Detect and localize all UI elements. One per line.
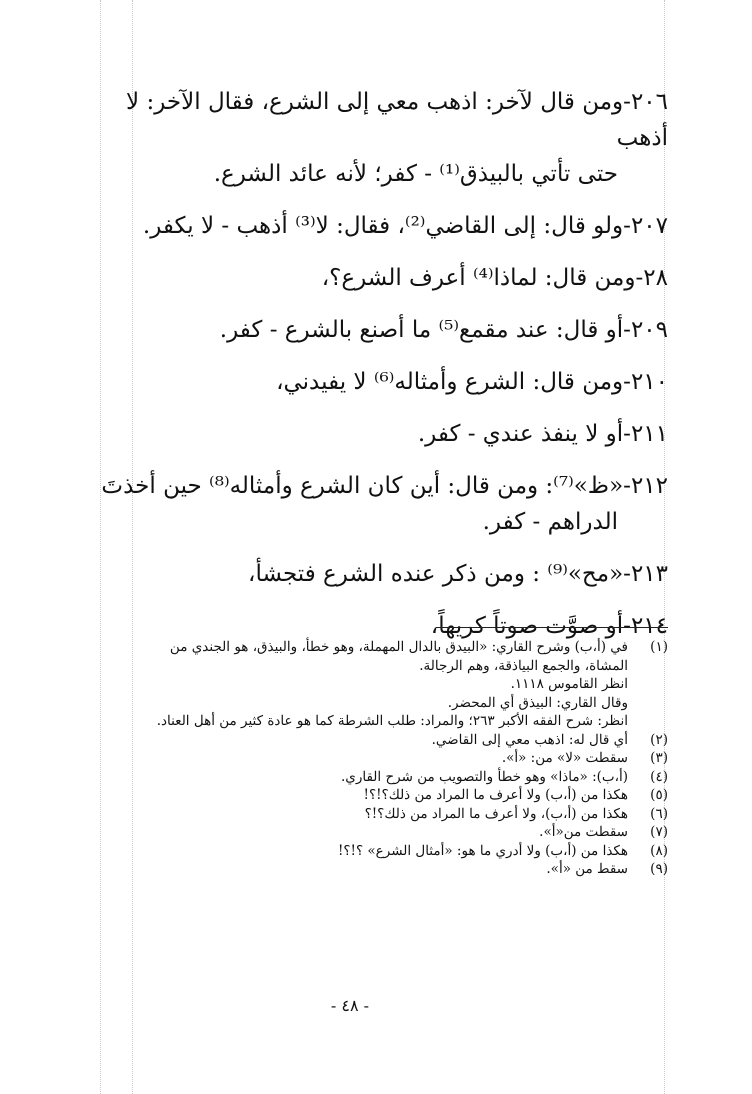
entry-number: ٢٠٧- [623,213,668,239]
entry-line: أو لا ينفذ عندي - كفر. [417,421,624,447]
footnote-number: (٤) [650,768,668,785]
footnote-line: انظر القاموس ١١١٨. [510,676,628,692]
footnote-line: (أ،ب): «ماذا» وهو خطأ والتصويب من شرح القاري. [340,768,628,785]
footnote-number: (٢) [650,731,668,748]
footnote-number: (٣) [650,750,668,766]
footnotes [82,638,668,879]
entry-line: ومن قال: لماذا⁽⁴⁾ أعرف الشرع؟، [321,265,636,291]
entry-206 [78,84,668,192]
entry-line: حتى تأتي بالبيذق⁽¹⁾ - كفر؛ لأنه عائد الشرع. [213,161,618,187]
footnote-line: هكذا من (أ،ب)، ولا أعرف ما المراد من ذلك؟!؟ [364,805,628,822]
entry-line: ومن قال: الشرع وأمثاله⁽⁶⁾ لا يفيدني، [276,369,624,395]
entry-210 [78,364,668,400]
entry-207 [78,208,668,244]
entry-line: ومن قال لآخر: اذهب معي إلى الشرع، فقال الآخر: لا أذهب [126,89,668,151]
footnote-number: (٨) [650,842,668,859]
entry-line: أو صوَّت صوتاً كريهاً، [430,613,624,639]
entry-line: الدراهم - كفر. [482,509,618,535]
entry-number: ٢٨- [635,265,668,291]
entry-line: «ظ»⁽⁷⁾: ومن قال: أين كان الشرع وأمثاله⁽⁸⁾ حين أخذتَ [101,473,624,499]
entry-number: ٢١١- [623,421,668,447]
footnote-7 [82,823,668,842]
entry-number: ٢١٢- [623,473,668,499]
entry-number: ٢٠٦- [623,89,668,115]
footnote-number: (٧) [650,824,668,840]
entry-211 [78,416,668,452]
entry-number: ٢٠٩- [623,317,668,343]
footnote-separator [436,627,668,628]
entry-209 [78,312,668,348]
footnote-line: أي قال له: اذهب معي إلى القاضي. [431,731,628,748]
footnote-line: سقطت من«أ». [539,824,628,840]
footnote-line: هكذا من (أ،ب) ولا أدري ما هو: «أمثال الشرع» ؟!؟! [337,842,628,859]
entry-213 [78,556,668,592]
entry-208 [78,260,668,296]
entry-number: ٢١٠- [623,369,668,395]
entry-line: أو قال: عند مقمع⁽⁵⁾ ما أصنع بالشرع - كفر. [219,317,624,343]
footnote-number: (٦) [650,805,668,822]
main-text [78,84,668,660]
footnote-6 [82,805,668,824]
footnote-line: المشاة، والجمع البياذقة، وهم الرجالة. [419,657,628,674]
footnote-line: وقال القاري: البيذق أي المحضر. [447,694,628,711]
footnote-line: سقطت «لا» من: «أ». [501,750,628,766]
footnote-3 [82,749,668,768]
footnote-number: (١) [650,639,668,655]
footnote-5 [82,786,668,805]
entry-number: ٢١٤- [623,613,668,639]
footnote-line: سقط من «أ». [546,861,628,877]
footnote-number: (٩) [650,861,668,877]
footnote-line: انظر: شرح الفقه الأكبر ٢٦٣؛ والمراد: طلب الشرطة كما هو عادة كثير من أهل العناد. [156,713,628,729]
entry-212 [78,468,668,540]
footnote-8 [82,842,668,861]
entry-line: «مح»⁽⁹⁾ : ومن ذكر عنده الشرع فتجشأ، [248,561,624,587]
footnote-9 [82,860,668,879]
footnote-line: في (أ،ب) وشرح القاري: «البيدق بالدال المهملة، وهو خطأ، والبيذق، هو الجندي من [169,639,628,655]
footnote-1 [82,638,668,731]
page-number: - ٤٨ - [330,996,370,1015]
entry-number: ٢١٣- [623,561,668,587]
footnote-2 [82,731,668,750]
footnote-4 [82,768,668,787]
entry-line: ولو قال: إلى القاضي⁽²⁾، فقال: لا⁽³⁾ أذهب - لا يكفر. [142,213,624,239]
footnote-line: هكذا من (أ،ب) ولا أعرف ما المراد من ذلك؟!؟! [363,787,628,803]
footnote-number: (٥) [650,787,668,803]
